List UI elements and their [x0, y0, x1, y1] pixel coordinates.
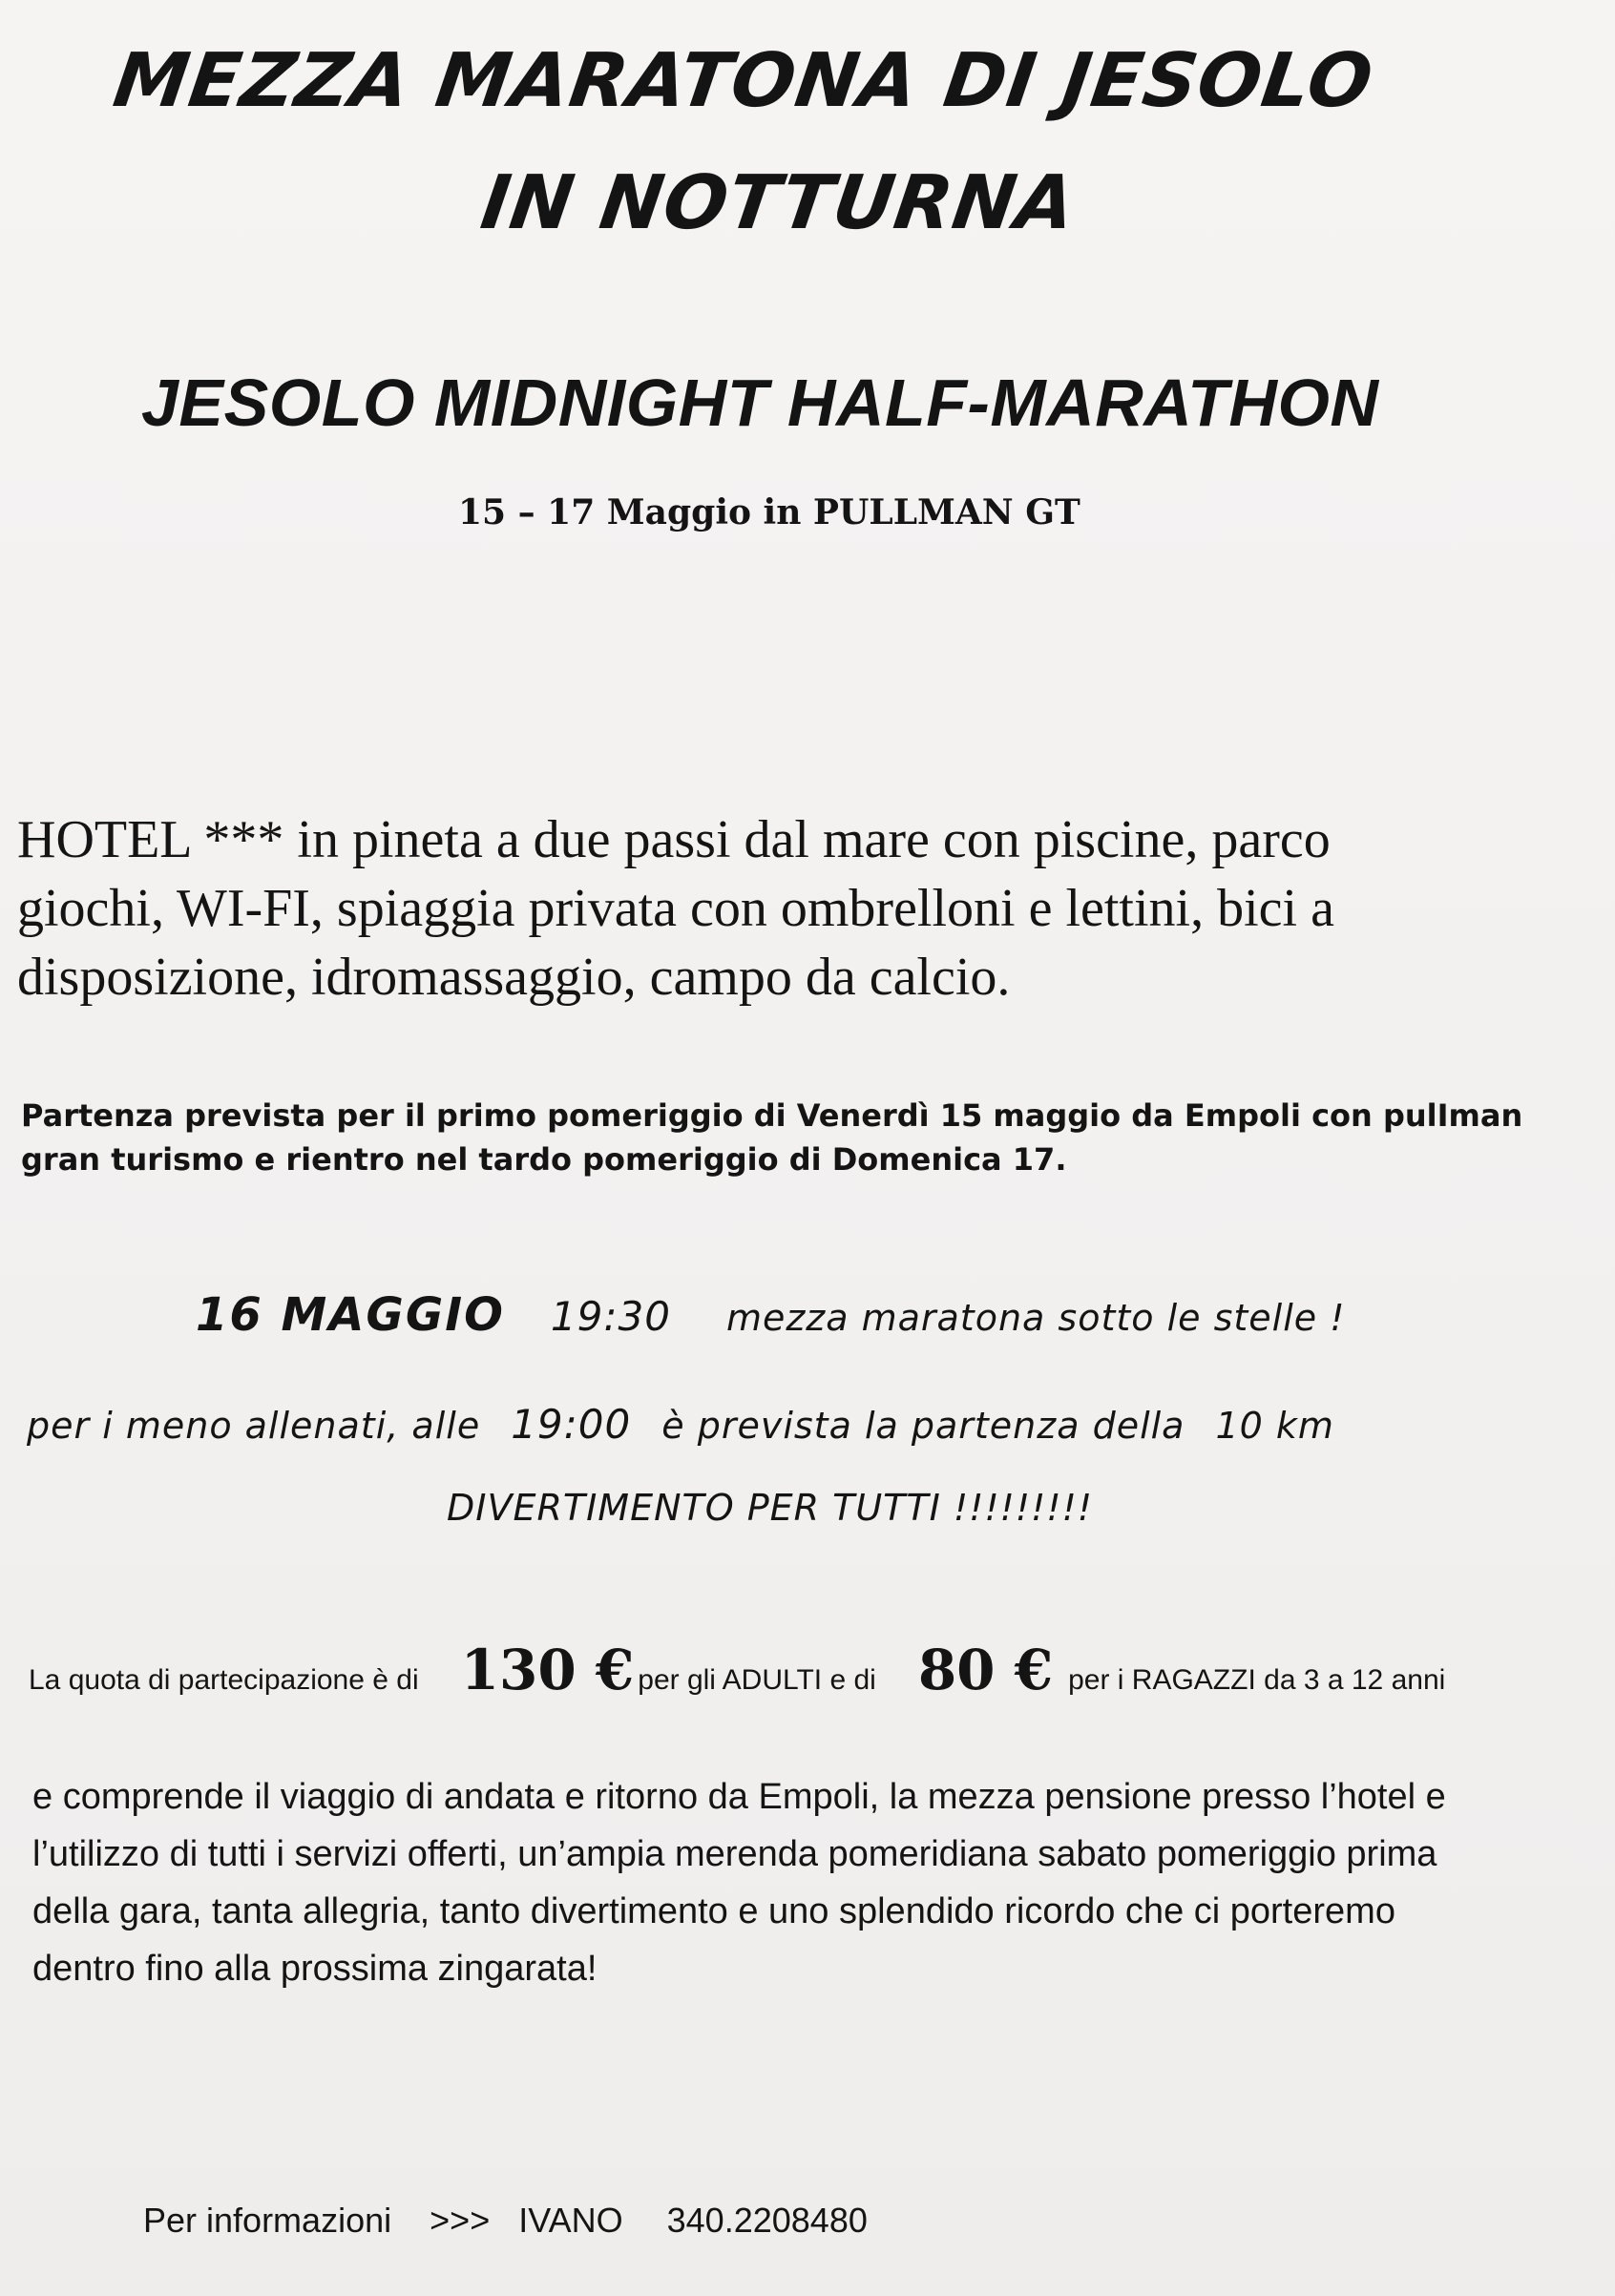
contact-name: IVANO [518, 2201, 623, 2240]
departure-line-2: gran turismo e rientro nel tardo pomeriggio di Domenica 17. [21, 1141, 1067, 1178]
adult-price: 130 € [460, 1638, 635, 1702]
contact-label: Per informazioni [143, 2201, 392, 2240]
kids-price: 80 € [917, 1638, 1054, 1702]
race-time: 19:30 [550, 1293, 671, 1340]
kids-label: per i RAGAZZI da 3 a 12 anni [1068, 1664, 1446, 1696]
includes-line-1: e comprende il viaggio di andata e ritorno da Empoli, la mezza pensione presso l’hotel e [32, 1777, 1446, 1817]
pricing-line [29, 1638, 1445, 1702]
short-race-prefix: per i meno allenati, alle [27, 1405, 481, 1447]
race-description: mezza maratona sotto le stelle ! [725, 1297, 1346, 1339]
event-dates: 15 – 17 Maggio in PULLMAN GT [458, 492, 1080, 532]
adult-label: per gli ADULTI e di [638, 1664, 876, 1696]
departure-line-1: Partenza prevista per il primo pomeriggio di Venerdì 15 maggio da Empoli con pulIman [21, 1097, 1523, 1134]
includes-line-3: della gara, tanta allegria, tanto divertimento e uno splendido ricordo che ci porteremo [32, 1891, 1395, 1931]
includes-line-4: dentro fino alla prossima zingarata! [32, 1949, 598, 1989]
title-line-2: IN NOTTURNA [475, 160, 1081, 246]
hotel-line-2: giochi, WI-FI, spiaggia privata con ombrelloni e lettini, bici a [17, 879, 1334, 938]
contact-arrows: >>> [430, 2201, 491, 2240]
short-race-line [27, 1401, 1334, 1448]
short-race-distance: 10 km [1215, 1405, 1334, 1447]
hotel-line-3: disposizione, idromassaggio, campo da calcio. [17, 948, 1011, 1007]
race-date: 16 MAGGIO [196, 1288, 505, 1342]
contact-line [143, 2201, 868, 2241]
short-race-time: 19:00 [511, 1401, 632, 1448]
hotel-line-1: HOTEL *** in pineta a due passi dal mare con piscine, parco [17, 810, 1331, 869]
fun-for-all: DIVERTIMENTO PER TUTTI !!!!!!!!! [447, 1487, 1093, 1529]
includes-line-2: l’utilizzo di tutti i servizi offerti, un’ampia merenda pomeridiana sabato pomeriggio prima [32, 1834, 1437, 1874]
subtitle: JESOLO MIDNIGHT HALF-MARATHON [141, 365, 1379, 440]
title-line-1: MEZZA MARATONA DI JESOLO [108, 38, 1379, 124]
short-race-suffix: è prevista la partenza della [661, 1405, 1185, 1447]
contact-phone: 340.2208480 [666, 2201, 868, 2240]
race-main-line [196, 1288, 1345, 1342]
pricing-intro: La quota di partecipazione è di [29, 1664, 419, 1696]
